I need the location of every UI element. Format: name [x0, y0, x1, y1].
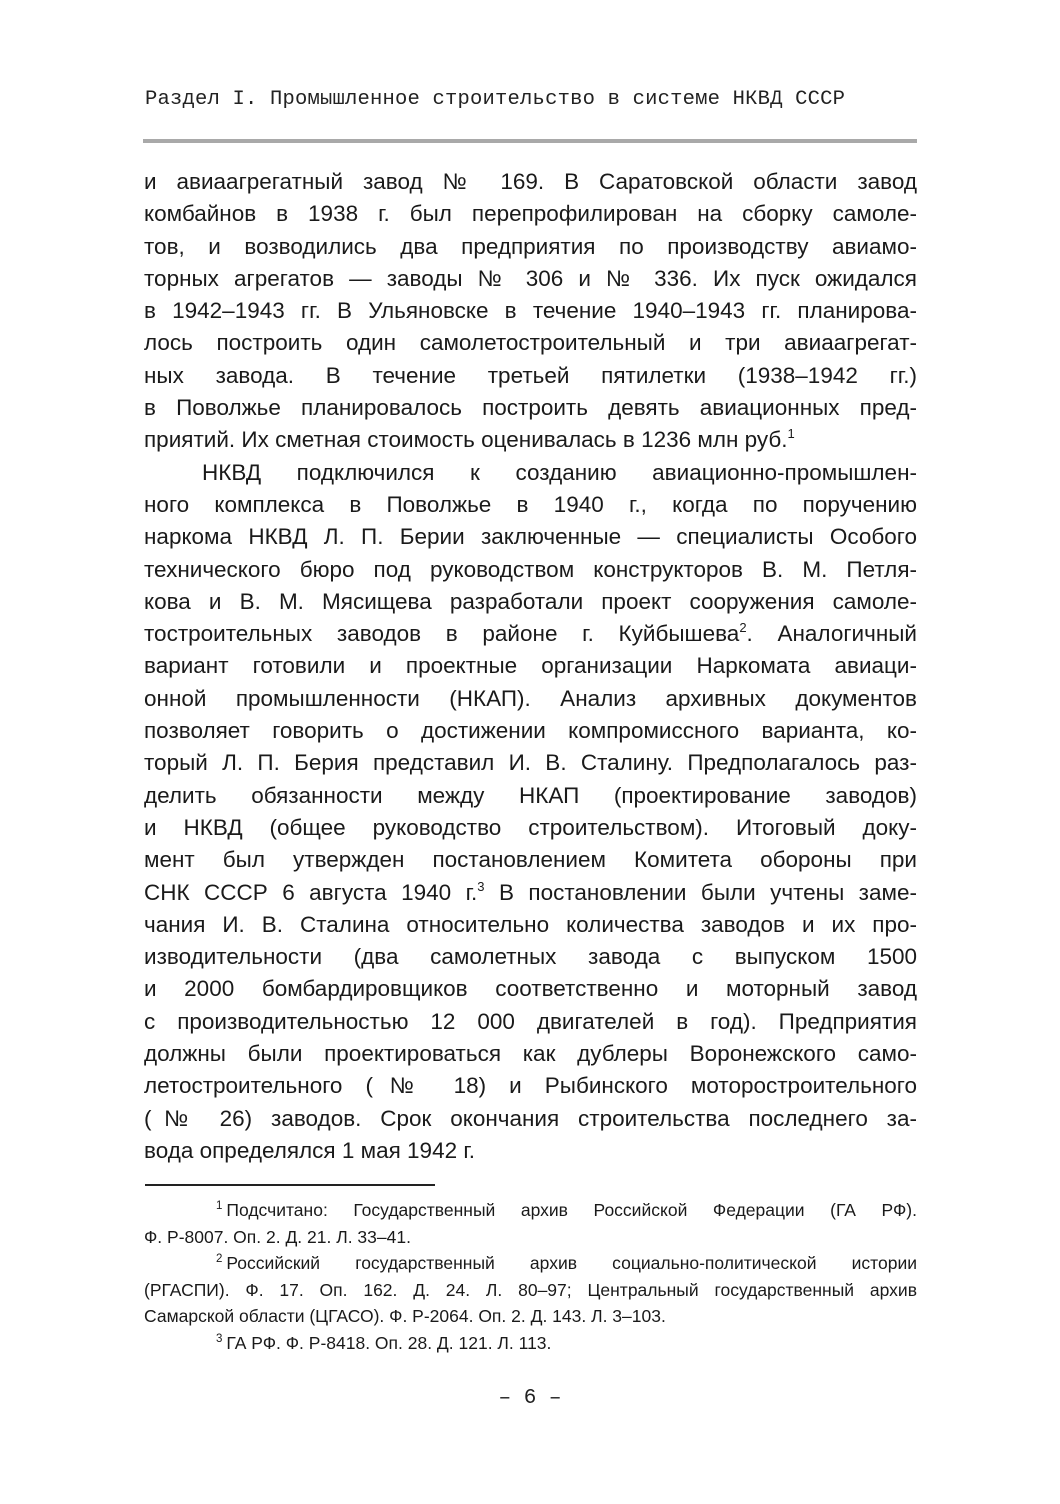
text-segment: СНК СССР 6 августа 1940 г. [144, 879, 478, 905]
footnote-3 [144, 1330, 917, 1357]
text-line: позволяет говорить о достижении компромиссного варианта, ко- [144, 718, 917, 744]
text-segment: Российский государственный архив социально-политической истории [226, 1253, 917, 1273]
text-line: лось построить один самолетостроительный и три авиаагрегат- [144, 330, 917, 356]
text-line: мент был утвержден постановлением Комитета обороны при [144, 847, 917, 873]
footnote-ref-2[interactable]: 2 [739, 620, 747, 636]
footnote-line: (РГАСПИ). Ф. 17. Оп. 162. Д. 24. Л. 80–97; Центральный государственный архив [144, 1279, 917, 1300]
text-line: торый Л. П. Берия представил И. В. Сталину. Предполагалось раз- [144, 750, 917, 776]
page-number: – 6 – [498, 1387, 562, 1410]
text-line: вода определялся 1 мая 1942 г. [144, 1137, 476, 1163]
footnote-ref-3[interactable]: 3 [477, 878, 485, 894]
text-line: онной промышленности (НКАП). Анализ архивных документов [144, 685, 917, 711]
footnotes [144, 1197, 917, 1356]
text-line: чания И. В. Сталина относительно количества заводов и их про- [144, 911, 917, 937]
text-line: должны были проектироваться как дублеры Воронежского само- [144, 1041, 917, 1067]
text-line: в 1942–1943 гг. В Ульяновске в течение 1940–1943 гг. планирова- [144, 298, 917, 324]
footnote-line [144, 1197, 917, 1224]
text-line: летостроительного (№ 18) и Рыбинского моторостроительного [144, 1073, 917, 1099]
text-line: кова и В. М. Мясищева разработали проект сооружения самоле- [144, 588, 917, 614]
footnote-number: 2 [216, 1253, 223, 1265]
running-header: Раздел I. Промышленное строительство в системе НКВД СССР [145, 88, 846, 111]
header-rule [143, 139, 917, 143]
text-line: НКВД подключился к созданию авиационно-промышлен- [202, 459, 917, 485]
footnote-separator [145, 1184, 435, 1186]
footnote-number: 3 [216, 1332, 223, 1345]
text-line: и 2000 бомбардировщиков соответственно и моторный завод [144, 976, 917, 1002]
text-line: в Поволжье планировалось построить девять авиационных пред- [144, 395, 917, 421]
paragraph-2 [144, 457, 917, 1168]
text-segment: В постановлении были учтены заме- [484, 879, 917, 905]
text-segment: Подсчитано: Государственный архив Российской Федерации (ГА РФ). [226, 1200, 917, 1220]
footnote-line: Самарской области (ЦГАСО). Ф. Р-2064. Оп. 2. Д. 143. Л. 3–103. [144, 1306, 666, 1326]
body-text [144, 166, 917, 1167]
footnote-2 [144, 1250, 917, 1330]
footnote-line [144, 1250, 917, 1277]
footnote-ref-1[interactable]: 1 [787, 426, 795, 442]
text-segment: ГА РФ. Ф. Р-8418. Оп. 28. Д. 121. Л. 113. [226, 1332, 552, 1353]
text-line: технического бюро под руководством конструкторов В. М. Петля- [144, 556, 917, 582]
text-line: и НКВД (общее руководство строительством). Итоговый доку- [144, 814, 917, 840]
text-line: тов, и возводились два предприятия по производству авиамо- [144, 233, 917, 259]
text-line [144, 424, 917, 456]
text-line: вариант готовили и проектные организации Наркомата авиаци- [144, 653, 917, 679]
footnote-line [144, 1330, 917, 1357]
text-line: делить обязанности между НКАП (проектирование заводов) [144, 782, 917, 808]
text-line [144, 877, 917, 909]
footnote-line: Ф. Р-8007. Оп. 2. Д. 21. Л. 33–41. [144, 1226, 411, 1247]
text-line: (№ 26) заводов. Срок окончания строительства последнего за- [144, 1105, 917, 1131]
text-line: и авиаагрегатный завод № 169. В Саратовской области завод [144, 169, 917, 194]
text-line: наркома НКВД Л. П. Берии заключенные — специалисты Особого [144, 524, 917, 550]
footnote-1 [144, 1197, 917, 1250]
paragraph-1 [144, 166, 917, 457]
text-segment: тостроительных заводов в районе г. Куйбышева [144, 621, 740, 647]
text-line: комбайнов в 1938 г. был перепрофилирован на сборку самоле- [144, 201, 917, 227]
text-line: торных агрегатов — заводы № 306 и № 336. Их пуск ожидался [144, 265, 917, 291]
text-line: с производительностью 12 000 двигателей в год). Предприятия [144, 1008, 917, 1034]
footnote-number: 1 [216, 1200, 223, 1212]
text-segment: приятий. Их сметная стоимость оценивалась в 1236 млн руб. [144, 427, 788, 453]
text-line [144, 618, 917, 650]
text-line: изводительности (два самолетных завода с выпуском 1500 [144, 944, 917, 970]
text-line: ного комплекса в Поволжье в 1940 г., когда по поручению [144, 491, 917, 517]
text-segment: . Аналогичный [746, 621, 917, 647]
text-line: ных завода. В течение третьей пятилетки (1938–1942 гг.) [144, 362, 917, 388]
